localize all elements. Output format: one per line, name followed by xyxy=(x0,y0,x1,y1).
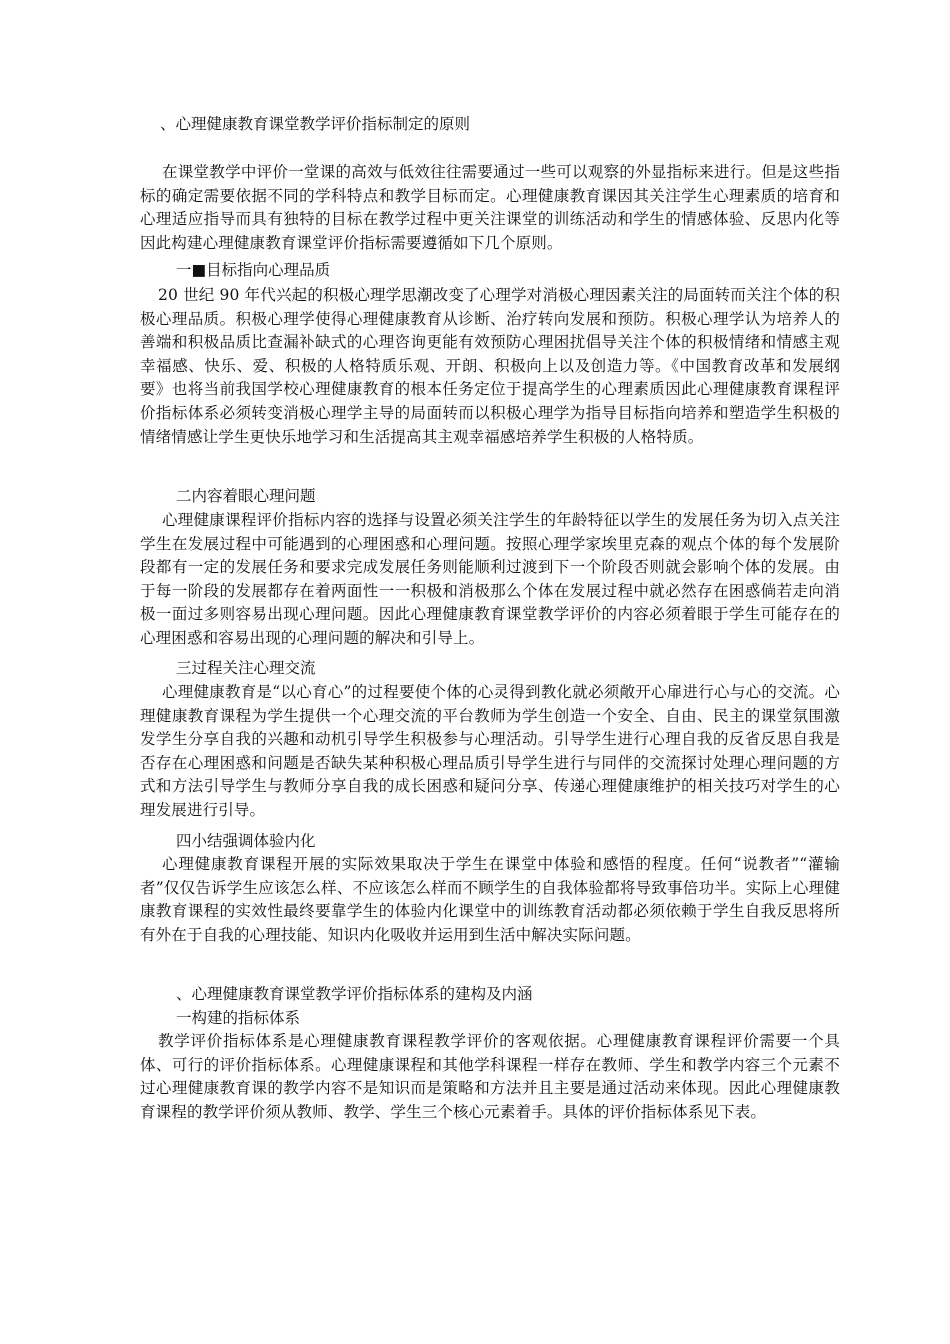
principle-3-paragraph: 心理健康教育是“以心育心”的过程要使个体的心灵得到教化就必须敞开心扉进行心与心的交流。心理健康教育课程为学生提供一个心理交流的平台教师为学生创造一个安全、自由、民主的课堂氛围激发学生分享自我的兴趣和动机引导学生积极参与心理活动。引导学生进行心理自我的反省反思自我是否存在心理困惑和问题是否缺失某种积极心理品质引导学生进行与同伴的交流探讨处理心理问题的方式和方法引导学生与教师分享自我的成长困惑和疑问分享、传递心理健康维护的相关技巧对学生的心理发展进行引导。 xyxy=(140,683,840,819)
principle-4-paragraph: 心理健康教育课程开展的实际效果取决于学生在课堂中体验和感悟的程度。任何“说教者”“灌输者”仅仅告诉学生应该怎么样、不应该怎么样而不顾学生的自我体验都将导致事倍功半。实际上心理健康教育课程的实效性最终要靠学生的体验内化课堂中的训练教育活动都必须依赖于学生自我反思将所有外在于自我的心理技能、知识内化吸收并运用到生活中解决实际问题。 xyxy=(140,855,840,944)
principle-3-title: 三过程关注心理交流 xyxy=(176,659,316,677)
principle-2-title: 二内容着眼心理问题 xyxy=(176,487,316,505)
section1-title: 、心理健康教育课堂教学评价指标制定的原则 xyxy=(160,115,471,133)
section2-subtitle: 一构建的指标体系 xyxy=(176,1009,301,1027)
principle-4-title: 四小结强调体验内化 xyxy=(176,832,316,850)
section2-title: 、心理健康教育课堂教学评价指标体系的建构及内涵 xyxy=(176,985,533,1003)
principle-1-title: 一■目标指向心理品质 xyxy=(176,261,331,279)
principle-2-paragraph: 心理健康课程评价指标内容的选择与设置必须关注学生的年龄特征以学生的发展任务为切入点关注学生在发展过程中可能遇到的心理困惑和心理问题。按照心理学家埃里克森的观点个体的每个发展阶段都有一定的发展任务和要求完成发展任务则能顺利过渡到下一个阶段否则就会影响个体的发展。由于每一阶段的发展都存在着两面性一一积极和消极那么个体在发展过程中就必然存在困惑倘若走向消极一面过多则容易出现心理问题。因此心理健康教育课堂教学评价的内容必须着眼于学生可能存在的心理困惑和容易出现的心理问题的解决和引导上。 xyxy=(140,511,840,647)
section2-paragraph: 教学评价指标体系是心理健康教育课程教学评价的客观依据。心理健康教育课程评价需要一个具体、可行的评价指标体系。心理健康课程和其他学科课程一样存在教师、学生和教学内容三个元素不过心理健康教育课的教学内容不是知识而是策略和方法并且主要是通过活动来体现。因此心理健康教育课程的教学评价须从教师、教学、学生三个核心元素着手。具体的评价指标体系见下表。 xyxy=(140,1032,840,1121)
section1-intro-paragraph: 在课堂教学中评价一堂课的高效与低效往往需要通过一些可以观察的外显指标来进行。但是这些指标的确定需要依据不同的学科特点和教学目标而定。心理健康教育课因其关注学生心理素质的培育和心理适应指导而具有独特的目标在教学过程中更关注课堂的训练活动和学生的情感体验、反思内化等因此构建心理健康教育课堂评价指标需要遵循如下几个原则。 xyxy=(140,163,840,252)
principle-1-paragraph: 20 世纪 90 年代兴起的积极心理学思潮改变了心理学对消极心理因素关注的局面转而关注个体的积极心理品质。积极心理学使得心理健康教育从诊断、治疗转向发展和预防。积极心理学认为培养人的善端和积极品质比查漏补缺式的心理咨询更能有效预防心理困扰倡导关注个体的积极情绪和情感主观幸福感、快乐、爱、积极的人格特质乐观、开朗、积极向上以及创造力等。《中国教育改革和发展纲要》也将当前我国学校心理健康教育的根本任务定位于提高学生的心理素质因此心理健康教育课程评价指标体系必须转变消极心理学主导的局面转而以积极心理学为指导目标指向培养和塑造学生积极的情绪情感让学生更快乐地学习和生活提高其主观幸福感培养学生积极的人格特质。 xyxy=(140,286,840,446)
